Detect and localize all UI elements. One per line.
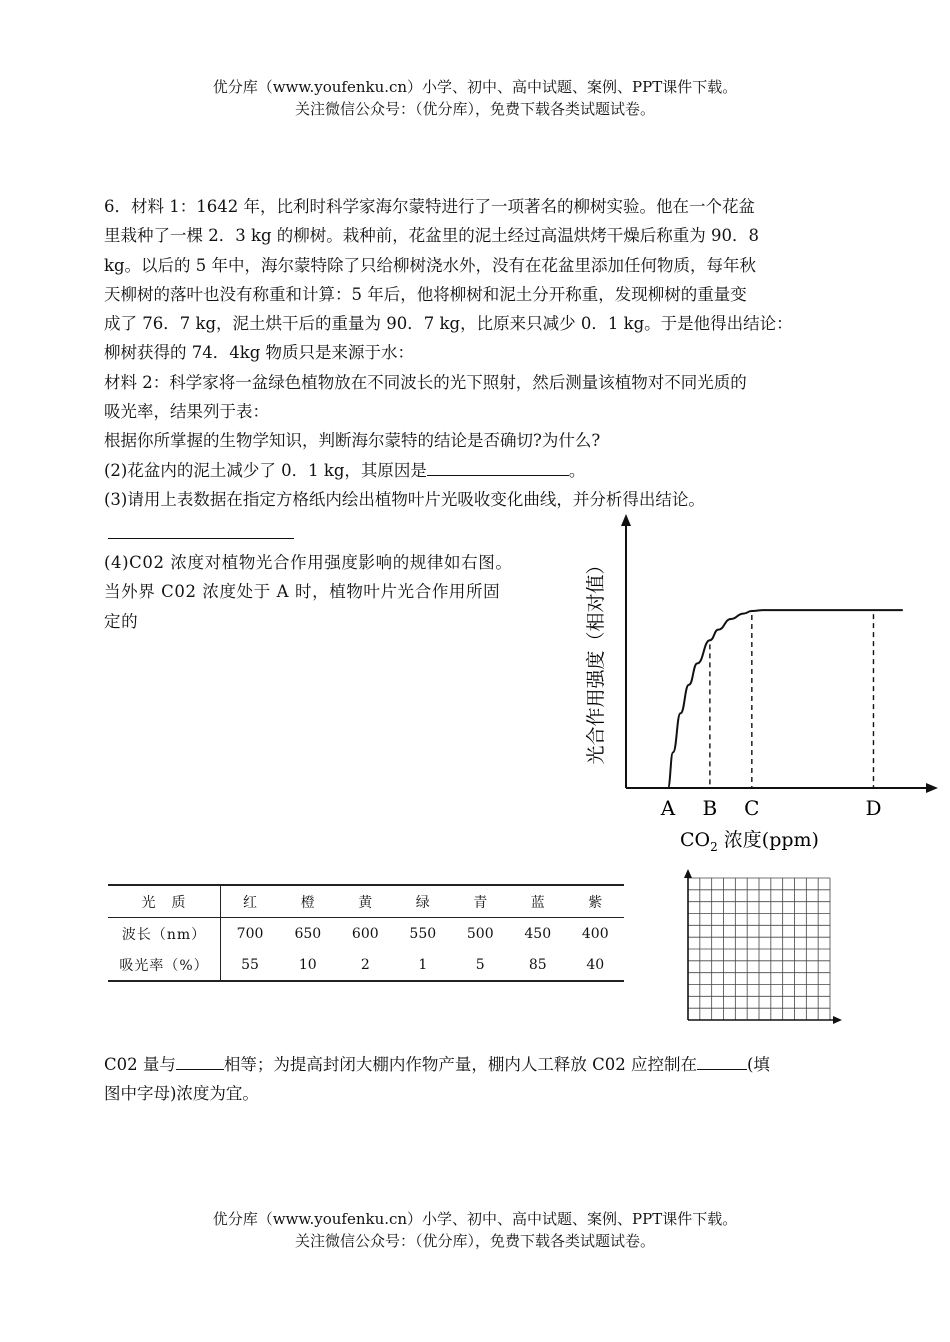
series-line — [668, 610, 903, 788]
table-header-cell: 青 — [452, 885, 509, 918]
question-4 — [104, 548, 574, 636]
answer-blank-q4a[interactable] — [176, 1051, 224, 1070]
x-axis-arrow — [926, 783, 938, 793]
table-header-cell: 绿 — [394, 885, 451, 918]
y-axis-arrow — [621, 514, 631, 526]
question-line: 天柳树的落叶也没有称重和计算：5 年后，他将柳树和泥土分开称重，发现柳树的重量变 — [104, 284, 747, 304]
x-tick-label-b: B — [702, 796, 718, 820]
table-cell: 2 — [337, 949, 394, 981]
table-cell: 10 — [279, 949, 336, 981]
header-line-2: 关注微信公众号：（优分库），免费下载各类试题试卷。 — [294, 100, 655, 118]
y-axis-label: 光合作用强度（相对值） — [585, 555, 607, 765]
table-cell: 85 — [509, 949, 566, 981]
question-2-end: 。 — [568, 460, 586, 480]
question-4-line: 定的 — [104, 611, 139, 631]
x-tick-label-c: C — [744, 796, 760, 820]
page-footer — [0, 1208, 950, 1252]
question-line: 材料 2：科学家将一盆绿色植物放在不同波长的光下照射，然后测量该植物对不同光质的 — [104, 372, 747, 392]
x-tick-labels — [660, 796, 882, 820]
table-cell: 55 — [221, 949, 280, 981]
question-line: 根据你所掌握的生物学知识，判断海尔蒙特的结论是否确切?为什么? — [104, 431, 601, 451]
table-cell: 600 — [351, 925, 379, 942]
question-4-line: (4)C02 浓度对植物光合作用强度影响的规律如右图。 — [104, 553, 513, 572]
photosynthesis-chart — [580, 510, 942, 858]
table-cell: 500 — [466, 925, 494, 942]
answer-blank-q3[interactable] — [108, 538, 294, 539]
table-cell: 吸光率（%） — [108, 949, 221, 981]
x-tick-label-d: D — [865, 796, 882, 820]
question-line: 吸光率，结果列于表： — [104, 402, 269, 422]
grid-x-arrow — [833, 1016, 842, 1024]
answer-blank-q4b[interactable] — [697, 1051, 747, 1070]
question-line: 成了 76．7 kg，泥土烘干后的重量为 90．7 kg，比原来只减少 0．1 kg。于是他得出结论： — [104, 314, 793, 334]
question-4-continued — [104, 1050, 864, 1109]
table-cell: 450 — [524, 925, 552, 942]
table-header-cell: 光 质 — [108, 885, 221, 918]
header-line-1: 优分库（www.youfenku.cn）小学、初中、高中试题、案例、PPT课件下载。 — [212, 78, 738, 96]
question-3: (3)请用上表数据在指定方格纸内绘出植物叶片光吸收变化曲线，并分析得出结论。 — [104, 489, 705, 509]
tail-line-1 — [104, 1050, 864, 1079]
table-cell: 5 — [452, 949, 509, 981]
table-row — [108, 949, 624, 981]
grid-paper[interactable] — [676, 866, 846, 1028]
question-2-text: (2)花盆内的泥土减少了 0．1 kg，其原因是 — [104, 460, 427, 480]
answer-blank-q2[interactable] — [427, 457, 569, 476]
question-line: 柳树获得的 74．4kg 物质只是来源于水： — [104, 343, 415, 363]
question-4-line: 当外界 C02 浓度处于 A 时，植物叶片光合作用所固 — [104, 582, 501, 602]
footer-line-2: 关注微信公众号：（优分库），免费下载各类试题试卷。 — [294, 1232, 655, 1250]
page-header — [0, 76, 950, 120]
reference-lines — [710, 614, 874, 788]
light-absorption-table — [108, 884, 624, 982]
table-header-cell: 橙 — [279, 885, 336, 918]
table-row — [108, 918, 624, 950]
grid-lines — [688, 878, 830, 1020]
table-header-cell: 蓝 — [509, 885, 566, 918]
table-header-cell: 黄 — [337, 885, 394, 918]
table-cell: 400 — [581, 925, 609, 942]
x-axis-label: $CO_2$ 浓度(ppm) — [680, 829, 819, 854]
grid-y-arrow — [684, 869, 692, 878]
question-body — [104, 192, 854, 514]
table-header-cell: 紫 — [566, 885, 624, 918]
tail-text-3: (填 — [747, 1055, 770, 1074]
tail-text-1: C02 量与 — [104, 1055, 176, 1074]
table-header-cell: 红 — [221, 885, 280, 918]
footer-line-1: 优分库（www.youfenku.cn）小学、初中、高中试题、案例、PPT课件下载。 — [212, 1210, 738, 1228]
question-2 — [104, 456, 854, 485]
tail-line-2: 图中字母)浓度为宜。 — [104, 1084, 259, 1104]
table-cell: 650 — [294, 925, 322, 942]
curve-layer — [668, 610, 903, 788]
table-cell: 550 — [409, 925, 437, 942]
question-line: 6．材料 1：1642 年，比利时科学家海尔蒙特进行了一项著名的柳树实验。他在一个花盆 — [104, 197, 755, 216]
x-tick-label-a: A — [660, 796, 676, 820]
table-cell: 1 — [394, 949, 451, 981]
question-line: 里栽种了一棵 2．3 kg 的柳树。栽种前，花盆里的泥土经过高温烘烤干燥后称重为 90．8 — [104, 226, 760, 246]
table-cell: 40 — [566, 949, 624, 981]
tail-text-2: 相等；为提高封闭大棚内作物产量，棚内人工释放 C02 应控制在 — [223, 1055, 697, 1074]
question-line: kg。以后的 5 年中，海尔蒙特除了只给柳树浇水外，没有在花盆里添加任何物质，每年秋 — [104, 255, 757, 275]
table-header-row — [108, 885, 624, 918]
table-cell: 波长（nm） — [108, 918, 221, 950]
table-cell: 700 — [236, 925, 264, 942]
